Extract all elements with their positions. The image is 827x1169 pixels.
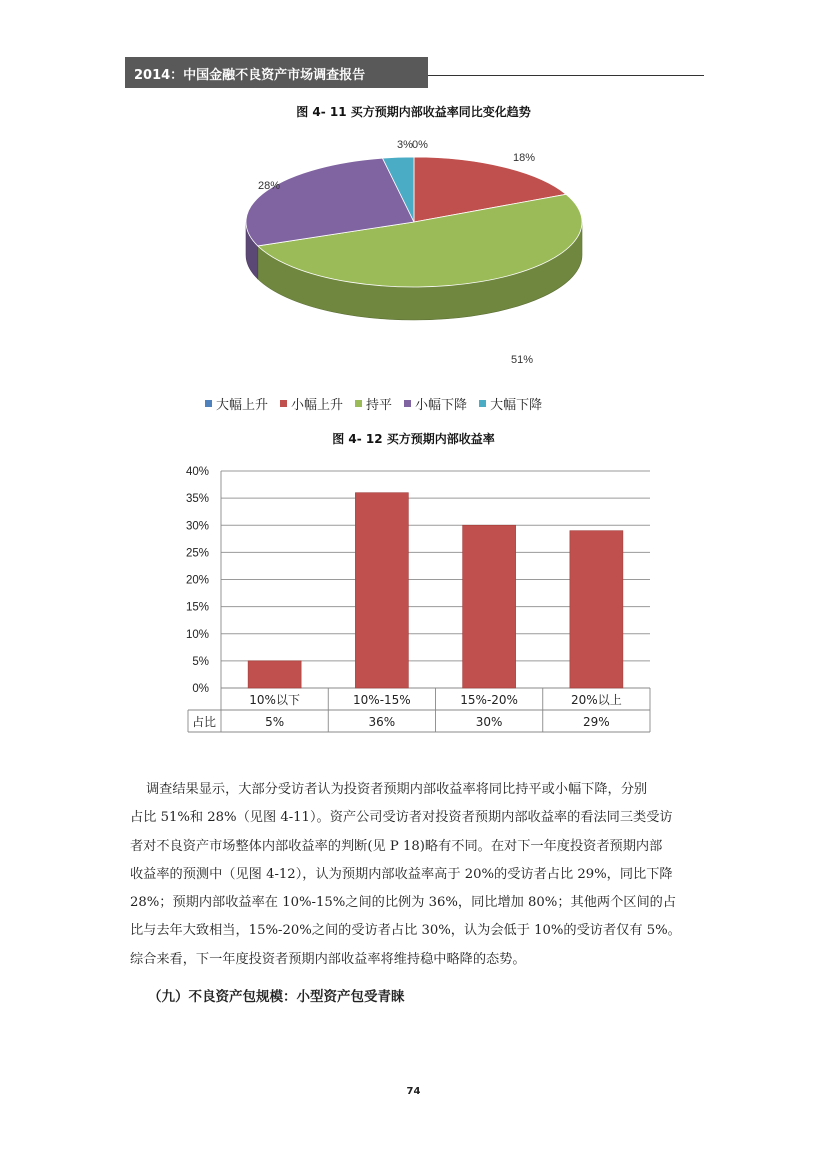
x-category-label: 10%-15%: [353, 693, 411, 707]
figure-4-11-caption: 图 4- 11 买方预期内部收益率同比变化趋势: [296, 105, 531, 119]
figure-4-12-caption: 图 4- 12 买方预期内部收益率: [332, 432, 495, 446]
y-tick-label: 40%: [185, 466, 209, 478]
pie-label-大幅下降: 3%: [397, 139, 413, 151]
y-tick-label: 30%: [185, 520, 209, 533]
y-tick-label: 35%: [185, 493, 209, 506]
x-category-label: 15%-20%: [460, 693, 518, 707]
body-line: 占比 51%和 28%（见图 4-11）。资产公司受访者对投资者预期内部收益率的看法同三类受访: [130, 810, 673, 826]
body-line: 综合来看，下一年度投资者预期内部收益率将维持稳中略降的态势。: [130, 951, 526, 967]
page-number: 74: [406, 1086, 421, 1097]
x-category-label: 10%以下: [249, 693, 300, 707]
report-title: 2014：中国金融不良资产市场调查报告: [134, 68, 366, 83]
bar-10%以下: [248, 661, 301, 688]
pie-label-小幅下降: 28%: [258, 180, 281, 192]
body-paragraph: [130, 776, 700, 974]
pie-legend: [205, 394, 542, 413]
legend-item: [479, 394, 542, 413]
legend-swatch: [404, 400, 411, 407]
table-value: 29%: [583, 715, 610, 729]
legend-swatch: [280, 400, 287, 407]
body-line: 收益率的预测中（见图 4-12），认为预期内部收益率高于 20%的受访者占比 29%，同比下降: [130, 866, 673, 882]
legend-item: [280, 394, 343, 413]
legend-item: [404, 394, 467, 413]
legend-item: [355, 394, 392, 413]
header-rule: [428, 75, 704, 76]
legend-label: 持平: [366, 398, 393, 413]
y-tick-label: 0%: [192, 683, 209, 695]
y-tick-label: 20%: [185, 574, 209, 587]
legend-label: 大幅上升: [216, 398, 269, 413]
legend-label: 大幅下降: [490, 398, 543, 413]
body-line: 28%；预期内部收益率在 10%-15%之间的比例为 36%，同比增加 80%；其他两个区间的占: [130, 895, 677, 911]
bar-chart: [180, 458, 655, 738]
section-heading: （九）不良资产包规模：小型资产包受青睐: [148, 989, 405, 1005]
pie-label-大幅上升: 0%: [412, 139, 428, 151]
pie-label-持平: 51%: [511, 354, 534, 366]
legend-swatch: [355, 400, 362, 407]
table-value: 30%: [475, 715, 503, 729]
bar-10%-15%: [355, 493, 408, 688]
body-line: 比与去年大致相当，15%-20%之间的受访者占比 30%，认为会低于 10%的受访者仅有 5%。: [130, 923, 681, 939]
legend-swatch: [205, 400, 212, 407]
legend-label: 小幅上升: [291, 398, 344, 413]
body-line: 者对不良资产市场整体内部收益率的判断(见 P 18)略有不同。在对下一年度投资者预期内部: [130, 838, 663, 854]
pie-chart: [180, 135, 650, 370]
legend-item: [205, 394, 268, 413]
body-line: 调查结果显示，大部分受访者认为投资者预期内部收益率将同比持平或小幅下降，分别: [146, 782, 648, 797]
y-tick-label: 15%: [185, 601, 209, 614]
table-value: 5%: [265, 715, 285, 729]
x-category-label: 20%以上: [571, 693, 622, 707]
legend-label: 小幅下降: [415, 398, 468, 413]
pie-label-小幅上升: 18%: [513, 152, 536, 164]
y-tick-label: 10%: [185, 628, 209, 641]
table-series-name: 占比: [192, 715, 217, 729]
y-tick-label: 25%: [185, 547, 209, 560]
bar-15%-20%: [463, 525, 516, 688]
legend-swatch: [479, 400, 486, 407]
table-value: 36%: [368, 715, 396, 729]
bar-20%以上: [570, 531, 623, 688]
y-tick-label: 5%: [192, 655, 209, 668]
